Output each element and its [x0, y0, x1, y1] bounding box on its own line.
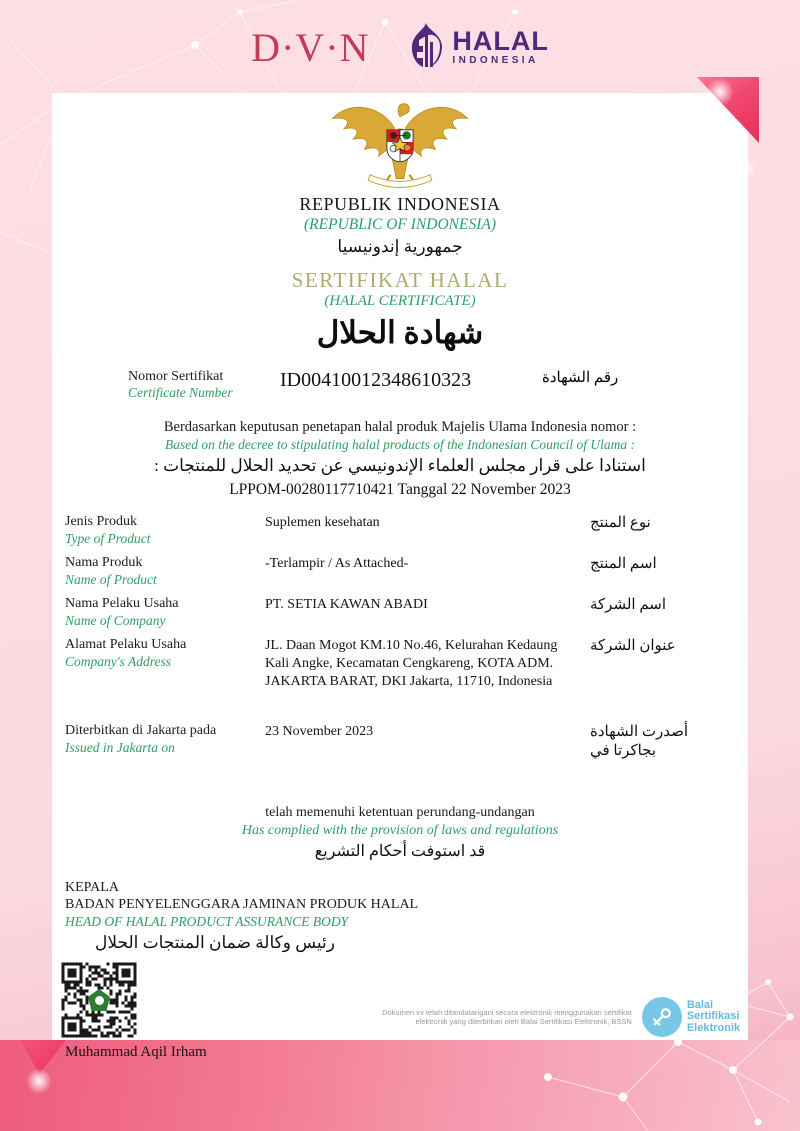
compliance-text-ar: قد استوفت أحكام التشريع: [314, 843, 486, 860]
certificate-number-row: [52, 368, 748, 401]
decree-block: [52, 418, 748, 501]
field-value: -Terlampir / As Attached-: [265, 556, 409, 571]
electronic-signature-disclaimer: Dokumen ini telah ditandatangani secara elektronik menggunakan sertifikat elektronik yang diterbitkan oleh Balai Sertifikasi Elektronik, BSSN: [382, 1007, 632, 1026]
field-value: JL. Daan Mogot KM.10 No.46, Kelurahan Kedaung Kali Angke, Kecamatan Cengkareng, KOTA ADM. JAKARTA BARAT, DKI Jakarta, 11710, Indonesia: [265, 638, 558, 689]
field-value: PT. SETIA KAWAN ABADI: [265, 597, 428, 612]
field-row-product-name: [52, 554, 748, 588]
certificate-title-en: (HALAL CERTIFICATE): [324, 293, 476, 309]
dvn-logo: D·V·N: [251, 24, 370, 70]
gunungan-icon: [409, 22, 443, 73]
glow-dot: [734, 158, 756, 180]
decree-text-en: Based on the decree to stipulating halal products of the Indonesian Council of Ulama :: [165, 437, 635, 452]
certificate-number-label-id: Nomor Sertifikat: [128, 369, 224, 384]
field-row-company-address: [52, 636, 748, 691]
bse-logo-text: Balai Sertifikasi Elektronik: [686, 998, 740, 1034]
field-label-ar: عنوان الشركة: [590, 638, 676, 654]
field-label-en: Name of Company: [65, 613, 166, 628]
key-icon: [642, 997, 682, 1037]
field-label-en: Name of Product: [65, 572, 157, 587]
field-label-ar: اسم الشركة: [590, 597, 667, 613]
halal-logo-subtitle: INDONESIA: [452, 55, 539, 66]
halal-indonesia-logo: [409, 22, 548, 73]
field-label-en: Issued in Jakarta on: [65, 740, 175, 755]
field-value: Suplemen kesehatan: [265, 515, 380, 530]
field-label-en: Type of Product: [65, 531, 151, 546]
field-label-ar: أصدرت الشهادة بجاكرتا في: [590, 724, 689, 759]
field-label-ar: نوع المنتج: [590, 515, 651, 531]
certificate-number-label-ar: رقم الشهادة: [542, 370, 619, 386]
halal-logo-title: HALAL: [452, 26, 549, 56]
signatory-title-en: HEAD OF HALAL PRODUCT ASSURANCE BODY: [65, 914, 349, 929]
signatory-block: [52, 879, 748, 956]
field-label-id: Diterbitkan di Jakarta pada: [65, 723, 217, 738]
certificate-paper: [52, 93, 748, 1060]
country-name-id: REPUBLIK INDONESIA: [299, 194, 501, 214]
page-header: [0, 22, 800, 73]
field-row-issued-date: [52, 722, 748, 760]
compliance-text-en: Has complied with the provision of laws and regulations: [241, 823, 559, 838]
country-name-ar: جمهورية إندونيسيا: [337, 237, 463, 256]
garuda-pancasila-icon: [325, 96, 475, 188]
field-label-id: Jenis Produk: [65, 514, 137, 529]
glow-dot: [706, 78, 734, 106]
field-label-id: Nama Produk: [65, 555, 143, 570]
certificate-title-ar: شهادة الحلال: [316, 315, 484, 350]
decree-number: LPPOM-00280117710421 Tanggal 22 November 2023: [229, 481, 571, 498]
signatory-title-ar: رئيس وكالة ضمان المنتجات الحلال: [95, 933, 335, 952]
bse-logo: [642, 997, 744, 1037]
paper-footer: [382, 997, 744, 1037]
signatory-title-line2: BADAN PENYELENGGARA JAMINAN PRODUK HALAL: [65, 897, 419, 912]
certificate-title-id: SERTIFIKAT HALAL: [291, 268, 509, 292]
field-label-ar: اسم المنتج: [590, 556, 657, 572]
field-row-product-type: [52, 513, 748, 547]
compliance-text-id: telah memenuhi ketentuan perundang-undangan: [265, 805, 535, 820]
field-label-id: Alamat Pelaku Usaha: [65, 637, 187, 652]
qr-code: [60, 961, 138, 1039]
field-label-id: Nama Pelaku Usaha: [65, 596, 179, 611]
signatory-title-line1: KEPALA: [65, 880, 119, 895]
compliance-block: [52, 804, 748, 864]
field-value: 23 November 2023: [265, 724, 374, 739]
decree-text-id: Berdasarkan keputusan penetapan halal produk Majelis Ulama Indonesia nomor :: [163, 419, 637, 435]
field-label-en: Company's Address: [65, 654, 172, 669]
signatory-name: Muhammad Aqil Irham: [65, 1044, 207, 1060]
glow-dot: [26, 1068, 52, 1094]
certificate-number-value: ID00410012348610323: [280, 369, 472, 391]
certificate-number-label-en: Certificate Number: [128, 385, 233, 400]
country-name-en: (REPUBLIC OF INDONESIA): [304, 216, 496, 233]
field-row-company-name: [52, 595, 748, 629]
certificate-fields: [52, 513, 748, 760]
decree-text-ar: استنادا على قرار مجلس العلماء الإندونيسي عن تحديد الحلال للمنتجات :: [154, 456, 646, 475]
